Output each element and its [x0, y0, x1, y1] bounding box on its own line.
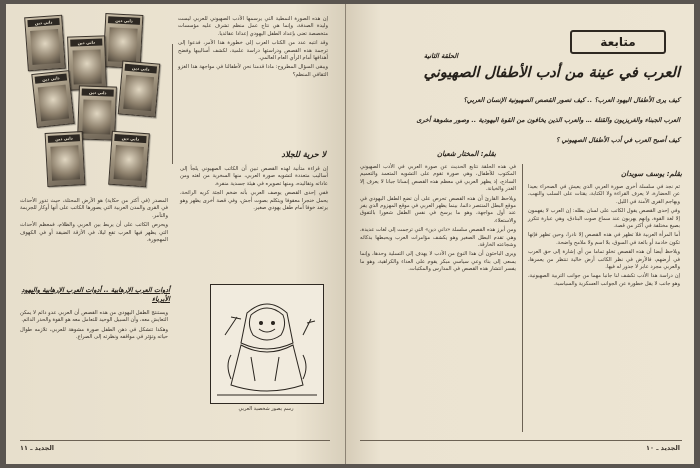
comic-cover: داني دين [77, 85, 117, 140]
quote-heading: أدوات العرب الإرهابية .. أدوات العرب الإرهابية واليهود الأبرياء [21, 286, 170, 303]
column-divider [172, 44, 173, 164]
comic-cover: داني دين [118, 60, 161, 117]
footer-rule [360, 440, 682, 441]
sketch-icon [211, 285, 323, 403]
subtitle-3: كيف أصبح العرب في أدب الأطفال الصهيوني ؟ [555, 136, 680, 144]
byline-left-column: بقلم: المختار شعبان [436, 150, 496, 158]
subtitle-2: العرب الجبناء والغريزيون والقتلة … والعرب الذين يخافون من القوة اليهودية .. وصور مشوهة أخرى [416, 116, 680, 124]
byline-right-column: بقلم: يوسف سويدان [620, 170, 682, 178]
comic-cover: داني دين [24, 15, 66, 72]
column-divider [522, 164, 523, 432]
right-page-col-left: في هذه الحلقة نتابع الحديث عن صورة العربي في الأدب الصهيوني المكتوب للأطفال، وهي صورة تقوم على التشويه المتعمد والتعميم الساذج، إذ يظهر العربي في معظم هذه القصص إنسانا جبانا لا يعرف إلا الغدر والخيانة. ويلاحظ القارئ أن هذه القصص تحرص على أن تضع الطفل اليهودي في موقع البطل المنتصر دائما، بينما يظهر العربي في موقع المهزوم الذي يفر عند أول مواجهة، وهو ما يرسخ في نفس الطفل شعورا بالتفوق والاستعلاء. ومن أبرز هذه القصص سلسلة «داني دين» التي ترجمت إلى لغات عديدة، وهي تقدم البطل الصغير وهو يكشف مؤامرات العرب ويحبطها بذكائه وشجاعته الخارقة. ويرى الباحثون أن هذا النوع من الأدب لا يهدف إلى التسلية وحدها، وإنما يسعى إلى بناء وعي سياسي مبكر يقوم على العداء والكراهية، وهو ما يفسر انتشار هذه القصص في المدارس والمكتبات. [360, 164, 516, 273]
subhead: لا حرية للجلاد [281, 150, 326, 159]
comic-cover: داني دين [103, 13, 144, 69]
page-number-left: الجديد ـ ١١ [20, 444, 54, 452]
comic-cover: داني دين [67, 35, 107, 90]
magazine-spread [6, 4, 694, 464]
comic-cover: داني دين [31, 70, 74, 128]
page-number-right: الجديد ـ ١٠ [646, 444, 680, 452]
comic-cover: داني دين [108, 131, 150, 188]
footer-rule [20, 440, 330, 441]
illustration-caption: رسم يصور شخصية العربي [238, 406, 294, 412]
left-mid-right-column: إن قراءة متأنية لهذه القصص تبين أن الكاتب الصهيوني يلجأ إلى أساليب متعددة لتشويه صورة العربي، منها السخرية من لغته ومن عاداته وتقاليده، ومنها تصويره في هيئة جسدية منفرة. ففي إحدى القصص يوصف العربي بأنه ضخم الجثة كريه الرائحة، يحمل خنجرا معقوفا ويتكلم بصوت أجش، وفي قصة أخرى يظهر وهو يرتعد خوفا أمام طفل يهودي صغير. [180, 166, 328, 212]
arab-figure-illustration [210, 284, 324, 404]
comic-covers-collage [20, 14, 166, 194]
left-mid-left-column: المصدر (في أكثر من حكاية) هو الأرض المحتلة، حيث تدور الأحداث في القرى والمدن العربية التي يصورها الكاتب على أنها أوكار للجريمة والتآمر. ويحرص الكاتب على أن يربط بين العربي والظلام، فمعظم الأحداث التي يظهر فيها العرب تقع ليلا، في الأزقة الضيقة أو في الكهوف المهجورة. [20, 198, 168, 244]
section-badge: متابعة [570, 30, 666, 54]
comic-cover: داني دين [45, 131, 86, 187]
right-page-col-right: ثم نجد في سلسلة أخرى صورة العربي الذي يعيش في الصحراء بعيدا عن الحضارة، لا يعرف القراءة ولا الكتابة، يقتات على السلب والنهب، ويهاجم القرى الآمنة في الليل. وفي إحدى القصص يقول الكاتب على لسان بطله: إن العرب لا يفهمون إلا لغة القوة، وإنهم يهربون عند سماع صوت البنادق، وهي عبارة تتكرر بصيغ مختلفة في أكثر من قصة. أما المرأة العربية فلا تظهر في هذه القصص إلا نادرا، وحين تظهر فإنها تكون خادمة أو بائعة في السوق، بلا اسم ولا ملامح واضحة. ويلاحظ أيضا أن هذه القصص تخلو تماما من أي إشارة إلى حق العرب في أرضهم، فالأرض في نظر الكاتب أرض خالية تنتظر من يعمرها، والعربي مجرد عابر لا جذور له فيها. إن دراسة هذا الأدب تكشف لنا جانبا مهما من جوانب التربية الصهيونية، وهو جانب لا يقل خطورة عن الجوانب العسكرية والسياسية. [528, 184, 680, 287]
series-label: الحلقة الثانية [423, 52, 458, 60]
subtitle-1: كيف يرى الأطفال اليهود العرب؟ .. كيف تصور القصص الصهيونية الإنسان العربي؟ [463, 96, 680, 104]
left-bottom-column: ويستنتج الطفل اليهودي من هذه القصص أن العربي عدو دائم لا يمكن التعايش معه، وأن السبيل الوحيد للتعامل معه هو القوة والحذر الدائم. وهكذا تتشكل في ذهن الطفل صورة مشوهة للعربي، تلازمه طوال حياته وتؤثر في مواقفه ونظرته إلى الصراع. [20, 310, 168, 341]
main-title: العرب في عينة من أدب الأطفال الصهيوني [423, 65, 680, 81]
left-page [6, 4, 346, 464]
left-top-column: إن هذه الصورة النمطية التي يرسمها الأدب الصهيوني للعربي ليست وليدة الصدفة، وإنما هي نتاج عمل منظم تشرف عليه مؤسسات متخصصة تعنى بإعداد الطفل اليهودي إعدادا عقائديا. وقد انتبه عدد من الكتاب العرب إلى خطورة هذا الأمر، فدعوا إلى ترجمة هذه القصص ودراستها دراسة علمية، لكشف أساليبها وفضح أهدافها أمام الرأي العام العالمي. ويبقى السؤال المطروح: ماذا قدمنا نحن لأطفالنا في مواجهة هذا الغزو الثقافي المنظم؟ [178, 16, 328, 78]
right-page [346, 4, 694, 464]
